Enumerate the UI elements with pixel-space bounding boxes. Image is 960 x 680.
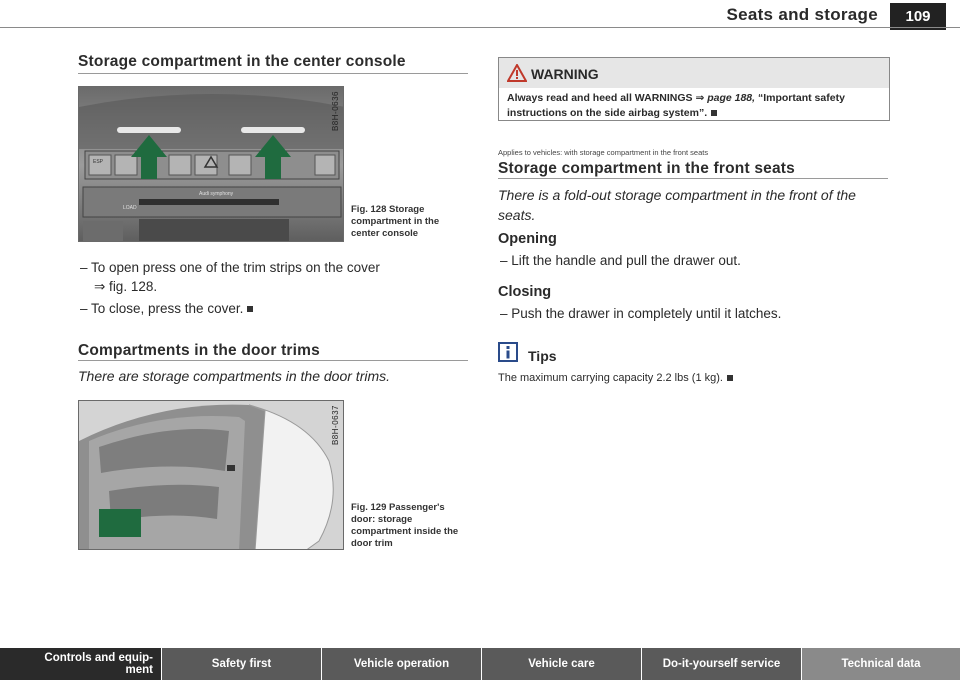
figure-load-label: LOAD [123, 205, 137, 211]
end-of-section-icon [711, 110, 717, 116]
warning-box [498, 57, 890, 121]
section-title-door-trims: Compartments in the door trims [78, 342, 320, 359]
section-intro-front-seats: There is a fold-out storage compartment in the front of the seats. [498, 187, 856, 223]
figure-center-console [78, 86, 344, 242]
section-rule [78, 360, 468, 361]
instruction-open-line2: ⇒ fig. 128. [94, 279, 158, 294]
tab-technical-data[interactable]: Technical data [802, 648, 960, 680]
instruction-closing: – Push the drawer in completely until it latches. [500, 306, 782, 321]
page-number: 109 [890, 3, 946, 30]
section-rule [78, 73, 468, 74]
header-rule [0, 27, 960, 28]
warning-text-part1: Always read and heed all WARNINGS ⇒ [507, 92, 708, 104]
door-trim-illustration [79, 401, 344, 550]
figure-code: B8H-0637 [331, 405, 340, 446]
end-of-section-icon [247, 306, 253, 312]
tips-text-content: The maximum carrying capacity 2.2 lbs (1 kg). [498, 372, 723, 384]
section-title-center-console: Storage compartment in the center console [78, 53, 406, 70]
tab-vehicle-operation[interactable]: Vehicle operation [322, 648, 482, 680]
tips-text [498, 369, 733, 387]
figure-code: B8H-0636 [331, 91, 340, 132]
warning-page-ref[interactable]: page 188, [707, 92, 756, 104]
center-console-illustration [79, 87, 344, 242]
figure-radio-label: Audi symphony [199, 191, 234, 197]
warning-header [499, 58, 889, 88]
warning-text [507, 91, 883, 121]
instruction-close [80, 300, 253, 318]
figure-door-trim [78, 400, 344, 550]
section-title-front-seats: Storage compartment in the front seats [498, 160, 795, 177]
warning-label: WARNING [531, 66, 599, 82]
section-rule [498, 178, 888, 179]
warning-triangle-icon [507, 64, 527, 82]
instruction-open-line1: – To open press one of the trim strips on the cover [80, 260, 380, 275]
tab-controls-and-equipment[interactable]: Controls and equip- ment [0, 648, 162, 680]
figure-caption-129: Fig. 129 Passenger's door: storage compartment inside the door trim [351, 502, 459, 549]
figure-esp-label: ESP [93, 159, 104, 165]
section-intro-door-trims: There are storage compartments in the door trims. [78, 368, 391, 384]
tab-do-it-yourself-service[interactable]: Do-it-yourself service [642, 648, 802, 680]
subhead-closing: Closing [498, 284, 552, 300]
tips-info-icon [498, 342, 518, 362]
figure-caption-128: Fig. 128 Storage compartment in the center console [351, 204, 440, 239]
applies-to-note: Applies to vehicles: with storage compartment in the front seats [498, 148, 709, 157]
page-header-title: Seats and storage [726, 5, 878, 24]
chapter-tabs [0, 648, 960, 680]
instruction-opening: – Lift the handle and pull the drawer out. [500, 253, 741, 268]
subhead-opening: Opening [498, 231, 557, 247]
end-of-section-icon [727, 375, 733, 381]
tips-label: Tips [528, 348, 557, 364]
instruction-close-text: – To close, press the cover. [80, 301, 244, 316]
tab-vehicle-care[interactable]: Vehicle care [482, 648, 642, 680]
tab-safety-first[interactable]: Safety first [162, 648, 322, 680]
warning-text-part2: “Important safety instructions on the side airbag system”. [507, 92, 845, 119]
